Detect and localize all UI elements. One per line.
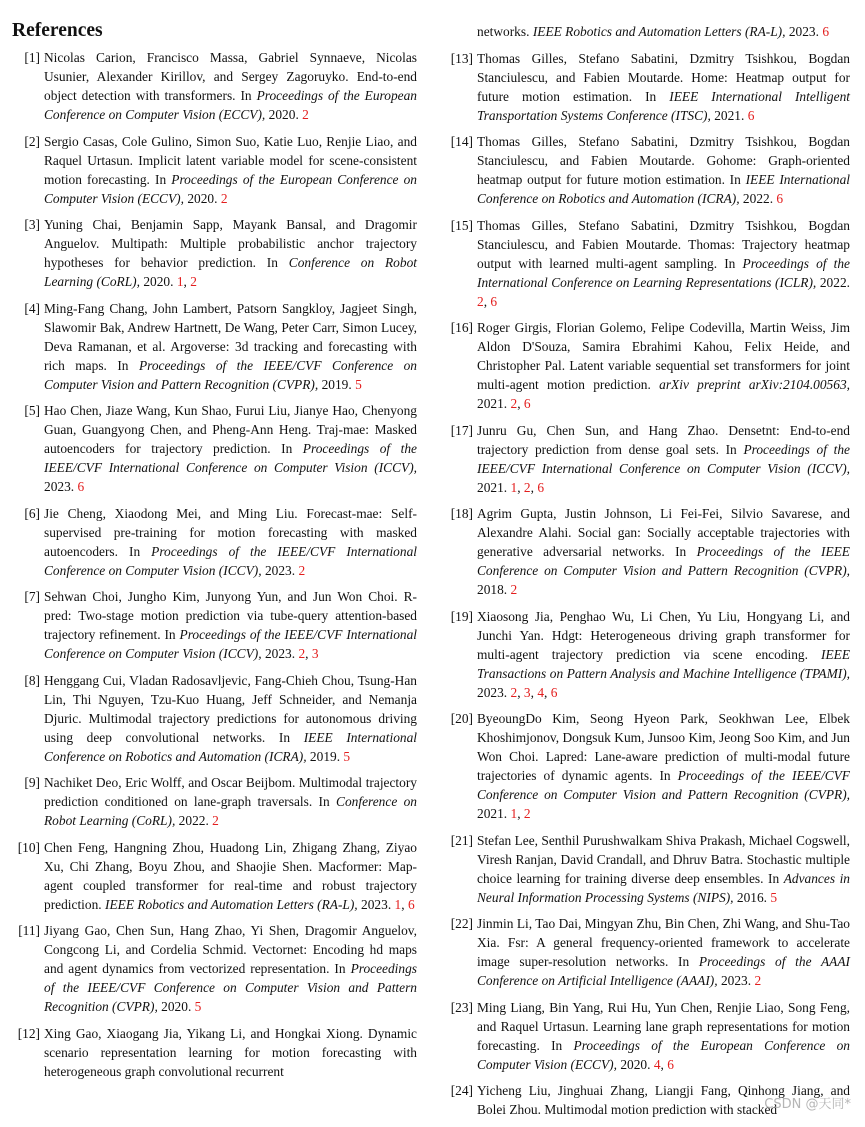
reference-year: 2023. — [720, 973, 752, 988]
right-column — [445, 0, 850, 1127]
reference-venue: Proceedings of the IEEE/CVF International Conference on Computer Vision (ICCV), — [44, 441, 417, 475]
reference-item — [445, 132, 850, 208]
reference-continuation — [445, 0, 850, 41]
reference-number: [3] — [24, 217, 40, 232]
backref-links — [822, 24, 829, 39]
reference-number: [23] — [450, 999, 473, 1015]
backref-links — [343, 749, 350, 764]
reference-venue: Proceedings of the AAAI Conference on Artificial Intelligence (AAAI), — [477, 954, 850, 988]
reference-venue: IEEE International Conference on Robotics and Automation (ICRA), — [477, 172, 850, 206]
reference-item — [12, 299, 417, 394]
reference-number: [5] — [24, 403, 40, 418]
backref-links — [195, 999, 202, 1014]
reference-year: 2021. — [477, 479, 508, 495]
reference-text: Xing Gao, Xiaogang Jia, Yikang Li, and Hongkai Xiong. Dynamic scenario representation learning for motion forecasting with heterogeneous graph convolutional recurrent — [44, 1025, 417, 1079]
reference-item — [445, 998, 850, 1074]
reference-venue: Proceedings of the European Conference on Computer Vision (ECCV), — [44, 88, 417, 122]
reference-item — [12, 504, 417, 580]
backref-links — [748, 108, 755, 123]
reference-year: 2023. — [788, 24, 819, 39]
reference-text: Thomas Gilles, Stefano Sabatini, Dzmitry Tsishkou, Bogdan Stanciulescu, and Fabien Moutarde. Thomas: Trajectory heatmap output with learned multi-agent sampling. In — [477, 217, 850, 271]
backref-links: 1, 2 — [176, 274, 197, 289]
reference-item — [12, 215, 417, 291]
reference-year: 2019. — [321, 376, 352, 392]
reference-number: [6] — [24, 505, 40, 521]
reference-number: [4] — [24, 300, 40, 316]
backref-link[interactable]: 5 — [770, 889, 778, 905]
backref-link[interactable]: 6 — [523, 396, 531, 411]
backref-link[interactable]: 2 — [298, 646, 306, 661]
reference-number: [16] — [450, 320, 473, 335]
reference-item — [445, 709, 850, 823]
reference-venue: Proceedings of the European Conference on Computer Vision (ECCV), — [44, 171, 417, 206]
reference-item — [445, 49, 850, 125]
reference-number: [18] — [450, 506, 473, 521]
reference-number: [17] — [450, 422, 473, 438]
backref-link[interactable]: 1 — [176, 274, 184, 289]
reference-number: [24] — [450, 1083, 473, 1098]
backref-link[interactable]: 6 — [407, 896, 415, 912]
reference-number: [12] — [17, 1025, 40, 1041]
reference-year: 2021. — [477, 806, 508, 821]
reference-number: [20] — [450, 711, 473, 726]
reference-text: Xiaosong Jia, Penghao Wu, Li Chen, Yu Liu, Hongyang Li, and Junchi Yan. Hdgt: Heterogeneous driving graph transformer for multi-agent trajectory prediction via scene encoding. — [477, 608, 850, 662]
backref-links: 4, 6 — [653, 1056, 674, 1072]
reference-year: 2021. — [714, 107, 745, 123]
reference-year: 2023. — [264, 562, 296, 578]
reference-venue: IEEE Robotics and Automation Letters (RA-L), — [105, 896, 358, 912]
reference-item — [12, 1024, 417, 1081]
reference-text: Jiyang Gao, Chen Sun, Hang Zhao, Yi Shen, Dragomir Anguelov, Congcong Li, and Cordelia Schmid. Vectornet: Encoding hd maps and agent dynamics from vectorized representation. In — [44, 923, 417, 976]
reference-number: [8] — [24, 672, 40, 688]
reference-item — [12, 921, 417, 1016]
backref-link[interactable]: 6 — [667, 1056, 674, 1072]
backref-link[interactable]: 4 — [537, 684, 545, 700]
reference-number: [7] — [24, 589, 40, 604]
backref-links — [78, 479, 85, 494]
reference-item — [12, 773, 417, 830]
reference-item — [12, 48, 417, 124]
backref-link[interactable]: 2 — [523, 479, 531, 495]
reference-venue: Proceedings of the IEEE/CVF Conference on Computer Vision and Pattern Recognition (CVPR), — [44, 961, 417, 1014]
reference-venue: Advances in Neural Information Processing Systems (NIPS), — [477, 870, 850, 905]
backref-links: 1, 2 — [510, 806, 531, 821]
reference-text: Yicheng Liu, Jinghuai Zhang, Liangji Fang, Qinhong Jiang, and Bolei Zhou. Multimodal motion prediction with stacked — [477, 1083, 850, 1117]
reference-item — [12, 671, 417, 766]
backref-link[interactable]: 6 — [537, 479, 545, 495]
reference-year: 2022. — [819, 274, 850, 290]
reference-number: [19] — [450, 608, 473, 624]
reference-text: Sehwan Choi, Jungho Kim, Junyong Yun, and Jun Won Choi. R-pred: Two-stage motion prediction via tube-query attention-based trajectory refinement. In — [44, 589, 417, 642]
backref-link[interactable]: 2 — [220, 190, 228, 206]
reference-item — [445, 216, 850, 311]
reference-list-left — [12, 48, 417, 1081]
reference-number: [9] — [24, 775, 40, 790]
references-heading: References — [12, 20, 103, 41]
backref-link[interactable]: 1 — [394, 896, 402, 912]
backref-link[interactable]: 3 — [311, 646, 319, 661]
reference-number: [14] — [450, 134, 473, 149]
reference-year: 2023. — [264, 646, 296, 661]
reference-text: networks. — [477, 24, 530, 39]
backref-link[interactable]: 1 — [510, 479, 518, 495]
backref-link[interactable]: 5 — [343, 748, 351, 764]
backref-link[interactable]: 5 — [194, 999, 202, 1014]
reference-item — [445, 504, 850, 599]
backref-links: 1, 6 — [394, 896, 415, 912]
reference-text: Nachiket Deo, Eric Wolff, and Oscar Beijbom. Multimodal trajectory prediction conditioned on lane-graph traversals. In — [44, 775, 417, 809]
reference-number: [22] — [450, 916, 473, 931]
reference-item — [12, 132, 417, 208]
backref-links: 2, 3 — [298, 646, 319, 661]
reference-text: Thomas Gilles, Stefano Sabatini, Dzmitry Tsishkou, Bogdan Stanciulescu, and Fabien Moutarde. Home: Heatmap output for future motion estimation. In — [477, 50, 850, 104]
reference-venue: IEEE International Conference on Robotics and Automation (ICRA), — [44, 729, 417, 764]
reference-list-right — [445, 49, 850, 1120]
backref-link[interactable]: 2 — [190, 274, 197, 289]
left-column — [12, 0, 417, 1088]
reference-number: [15] — [450, 217, 473, 233]
reference-venue: Proceedings of the IEEE/CVF Conference on Computer Vision and Pattern Recognition (CVPR), — [477, 768, 850, 802]
backref-links — [221, 191, 228, 206]
reference-venue: IEEE International Intelligent Transportation Systems Conference (ITSC), — [477, 88, 850, 123]
backref-links: 2, 3, 4, 6 — [510, 684, 558, 700]
reference-text: Agrim Gupta, Justin Johnson, Li Fei-Fei, Silvio Savarese, and Alexandre Alahi. Social gan: Socially acceptable trajectories with generative adversarial networks. In — [477, 506, 850, 559]
reference-number: [13] — [450, 50, 473, 66]
backref-links: 1, 2, 6 — [510, 479, 545, 495]
reference-year: 2023. — [477, 684, 508, 700]
backref-link[interactable]: 2 — [754, 973, 762, 988]
reference-item — [12, 401, 417, 496]
backref-link[interactable]: 6 — [490, 293, 498, 309]
backref-link[interactable]: 4 — [653, 1056, 661, 1072]
backref-link[interactable]: 2 — [298, 562, 306, 578]
backref-link[interactable]: 2 — [212, 813, 219, 828]
reference-text: Sergio Casas, Cole Gulino, Simon Suo, Katie Luo, Renjie Liao, and Raquel Urtasun. Implicit latent variable model for scene-consistent motion forecasting. In — [44, 133, 417, 187]
backref-links: 2, 6 — [510, 396, 531, 411]
backref-link[interactable]: 6 — [550, 684, 558, 700]
backref-link[interactable]: 6 — [776, 191, 784, 206]
reference-item — [445, 914, 850, 990]
reference-item — [445, 607, 850, 702]
reference-year: 2019. — [309, 748, 341, 764]
reference-venue: Proceedings of the IEEE/CVF Conference on Computer Vision and Pattern Recognition (CVPR), — [44, 357, 417, 392]
reference-text: Henggang Cui, Vladan Radosavljevic, Fang-Chieh Chou, Tsung-Han Lin, Thi Nguyen, Tzu-Kuo Huang, Jeff Schneider, and Nemanja Djuric. Multimodal trajectory predictions for autonomous driving using deep convolutional networks. In — [44, 672, 417, 745]
watermark: CSDN @天同* — [764, 1097, 851, 1112]
reference-text: Junru Gu, Chen Sun, and Hang Zhao. Densetnt: End-to-end trajectory prediction from dense goal sets. In — [477, 422, 850, 457]
reference-text: Jinmin Li, Tao Dai, Mingyan Zhu, Bin Chen, Zhi Wang, and Shu-Tao Xia. Fsr: A general frequency-oriented framework to accelerate image super-resolution networks. In — [477, 916, 850, 969]
reference-item — [445, 421, 850, 497]
reference-item — [445, 831, 850, 907]
backref-links — [298, 563, 305, 578]
reference-year: 2020. — [620, 1056, 651, 1072]
reference-text: Ming-Fang Chang, John Lambert, Patsorn Sangkloy, Jagjeet Singh, Slawomir Bak, Andrew Hartnett, De Wang, Peter Carr, Simon Lucey, Deva Ramanan, et al. Argoverse: 3d tracking and forecasting with rich maps. In — [44, 300, 417, 373]
backref-link[interactable]: 6 — [77, 479, 85, 494]
backref-links — [770, 890, 777, 905]
reference-year: 2021. — [477, 396, 508, 411]
reference-year: 2022. — [178, 813, 209, 828]
reference-text: Jie Cheng, Xiaodong Mei, and Ming Liu. Forecast-mae: Self-supervised pre-training for motion forecasting with masked autoencoders. In — [44, 505, 417, 559]
reference-year: 2023. — [361, 896, 392, 912]
backref-link[interactable]: 6 — [822, 24, 830, 39]
reference-number: [21] — [450, 832, 473, 848]
reference-year: 2020. — [143, 274, 174, 289]
reference-venue: IEEE Transactions on Pattern Analysis and Machine Intelligence (TPAMI), — [477, 646, 850, 681]
reference-venue: Conference on Robot Learning (CoRL), — [44, 794, 417, 828]
reference-venue: Proceedings of the European Conference on Computer Vision (ECCV), — [477, 1037, 850, 1072]
backref-links — [511, 582, 518, 597]
reference-venue: Proceedings of the IEEE/CVF International Conference on Computer Vision (ICCV), — [477, 441, 850, 476]
reference-number: [2] — [24, 133, 40, 149]
backref-links — [355, 377, 362, 392]
backref-link[interactable]: 5 — [355, 376, 362, 392]
backref-link[interactable]: 2 — [302, 107, 309, 122]
reference-venue: Proceedings of the IEEE Conference on Computer Vision and Pattern Recognition (CVPR), — [477, 544, 850, 578]
backref-link[interactable]: 2 — [510, 396, 518, 411]
reference-year: 2018. — [477, 582, 508, 597]
backref-link[interactable]: 3 — [523, 684, 531, 700]
backref-links: 2, 6 — [477, 293, 498, 309]
backref-link[interactable]: 1 — [510, 806, 518, 821]
reference-venue: Proceedings of the IEEE/CVF International Conference on Computer Vision (ICCV), — [44, 543, 417, 578]
reference-number: [11] — [18, 923, 40, 938]
reference-text: Hao Chen, Jiaze Wang, Kun Shao, Furui Liu, Jianye Hao, Chenyong Guan, Guangyong Chen, and Pheng-Ann Heng. Traj-mae: Masked autoencoders for trajectory prediction. In — [44, 403, 417, 456]
reference-year: 2023. — [44, 479, 75, 494]
reference-item — [12, 838, 417, 914]
backref-link[interactable]: 2 — [523, 806, 531, 821]
reference-year: 2020. — [161, 999, 192, 1014]
reference-text: Thomas Gilles, Stefano Sabatini, Dzmitry Tsishkou, Bogdan Stanciulescu, and Fabien Moutarde. Gohome: Graph-oriented heatmap output for future motion estimation. In — [477, 134, 850, 187]
backref-links — [302, 107, 309, 122]
reference-venue: Proceedings of the International Conference on Learning Representations (ICLR), — [477, 255, 850, 290]
backref-link[interactable]: 2 — [477, 293, 484, 309]
reference-text: Yuning Chai, Benjamin Sapp, Mayank Bansal, and Dragomir Anguelov. Multipath: Multiple probabilistic anchor trajectory hypotheses for behavior prediction. In — [44, 217, 417, 270]
reference-year: 2020. — [187, 190, 218, 206]
reference-text: Ming Liang, Bin Yang, Rui Hu, Yun Chen, Renjie Liao, Song Feng, and Raquel Urtasun. Learning lane graph representations for motion forecasting. In — [477, 999, 850, 1053]
reference-number: [10] — [17, 839, 40, 855]
reference-text: Stefan Lee, Senthil Purushwalkam Shiva Prakash, Michael Cogswell, Viresh Ranjan, David Crandall, and Dhruv Batra. Stochastic multiple choice learning for training diverse deep ensembles. In — [477, 832, 850, 886]
reference-text: ByeoungDo Kim, Seong Hyeon Park, Seokhwan Lee, Elbek Khoshimjonov, Dongsuk Kum, Junsoo Kim, Jeong Soo Kim, and Jun Won Choi. Lapred: Lane-aware prediction of multi-modal future trajectories of dynamic agents. In — [477, 711, 850, 783]
backref-link[interactable]: 6 — [747, 107, 755, 123]
backref-links — [754, 973, 761, 988]
reference-item — [445, 318, 850, 413]
reference-venue: Conference on Robot Learning (CoRL), — [44, 255, 417, 289]
reference-item — [12, 587, 417, 663]
reference-year: 2022. — [742, 191, 774, 206]
reference-text: Nicolas Carion, Francisco Massa, Gabriel Synnaeve, Nicolas Usunier, Alexander Kirillov, and Sergey Zagoruyko. End-to-end object detection with transformers. In — [44, 50, 417, 103]
reference-year: 2020. — [268, 107, 299, 122]
backref-link[interactable]: 2 — [510, 582, 518, 597]
reference-text: Chen Feng, Hangning Zhou, Huadong Lin, Zhigang Zhang, Ziyao Xu, Chi Zhang, Boyu Zhou, and Shaojie Shen. Macformer: Map-agent coupled transformer for real-time and robust trajectory prediction. — [44, 839, 417, 912]
backref-links — [212, 813, 219, 828]
reference-number: [1] — [24, 50, 40, 65]
reference-venue: Proceedings of the IEEE/CVF International Conference on Computer Vision (ICCV), — [44, 627, 417, 661]
reference-year: 2016. — [736, 889, 768, 905]
backref-links — [776, 191, 783, 206]
reference-text: Roger Girgis, Florian Golemo, Felipe Codevilla, Martin Weiss, Jim Aldon D'Souza, Samira Ebrahimi Kahou, Felix Heide, and Christopher Pal. Latent variable sequential set transformers for joint multi-agent motion prediction. — [477, 320, 850, 392]
backref-link[interactable]: 2 — [510, 684, 518, 700]
reference-venue: IEEE Robotics and Automation Letters (RA-L), — [532, 24, 786, 39]
reference-venue: arXiv preprint arXiv:2104.00563, — [659, 377, 850, 392]
